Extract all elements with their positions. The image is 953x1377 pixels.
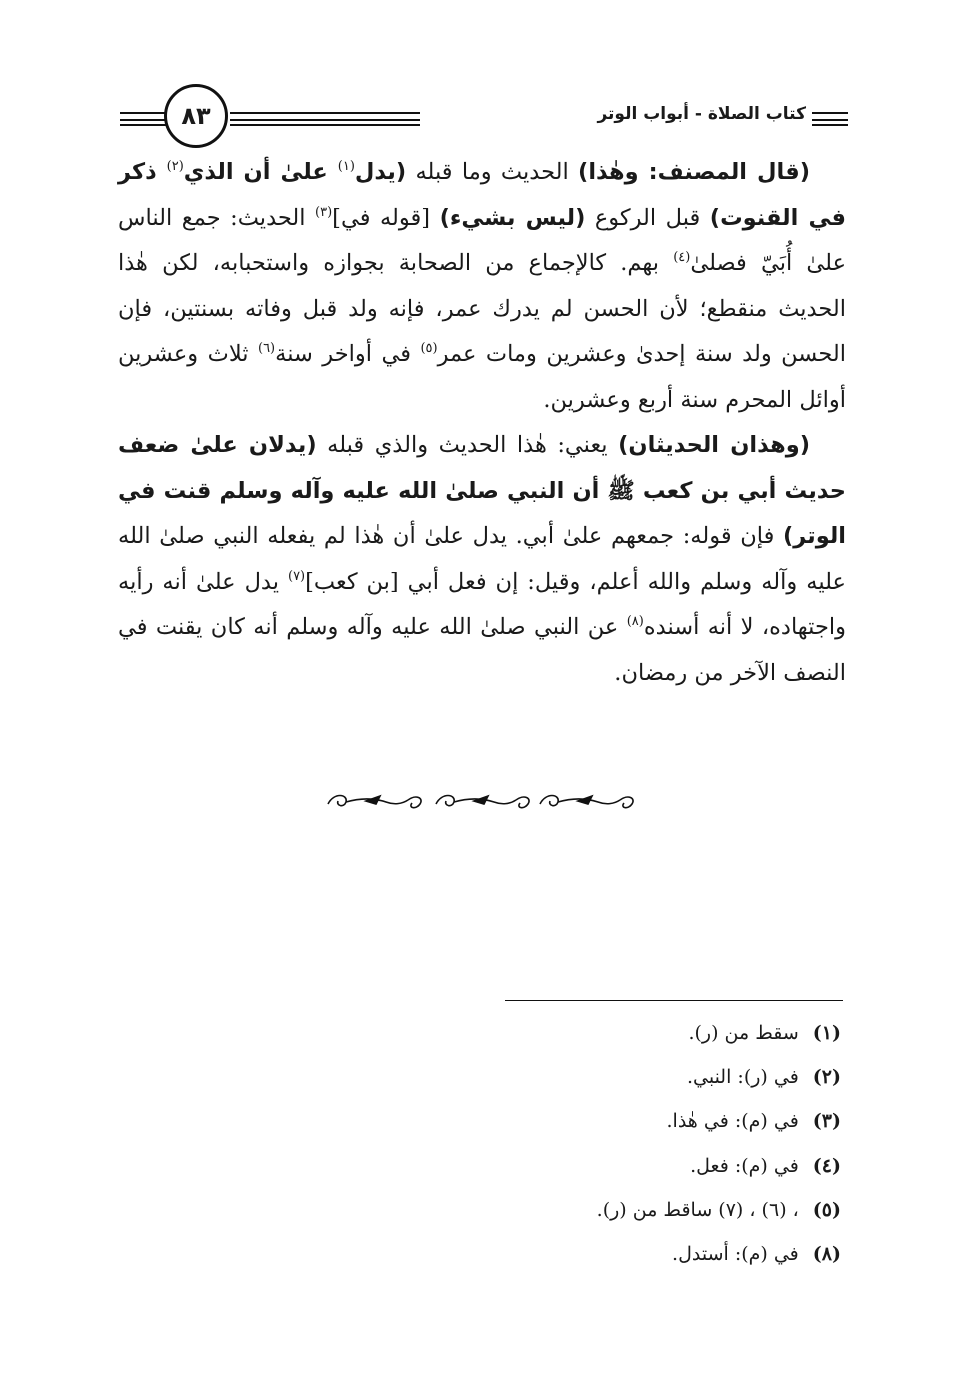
page-number: ٨٣ [164, 84, 228, 148]
quoted-text: (يدلان علىٰ ضعف حديث أبي بن كعب ﷺ أن النبي صلىٰ الله عليه وآله وسلم قنت في الوتر) [118, 432, 846, 549]
footnote-text: في (ر): النبي. [686, 1066, 799, 1089]
header-rule [812, 119, 848, 121]
running-title: كتاب الصلاة - أبواب الوتر [597, 104, 806, 124]
ornament-divider [320, 786, 638, 820]
header-rule [120, 124, 168, 126]
quoted-text: (قال المصنف: وهٰذا) [578, 159, 810, 185]
quoted-text: ذكر في القنوت) [118, 159, 847, 231]
footnote-number: (٨) [812, 1243, 841, 1266]
footnotes [341, 1011, 841, 1276]
header-rule [812, 112, 848, 114]
footnote-text: ، (٦) ، (٧) ساقط من (ر). [596, 1198, 799, 1221]
footnote-ref: (٧) [287, 568, 306, 584]
quoted-text: (وهذان الحديثان) [618, 432, 810, 458]
footnote-number: (٢) [812, 1066, 841, 1089]
footnote-text: في (م): أستدل. [672, 1243, 799, 1266]
commentary-text: في أواخر سنة [275, 341, 421, 367]
footnote-ref: (٤) [673, 250, 691, 265]
footnote [341, 1011, 841, 1055]
footnote-ref: (٨) [626, 614, 644, 629]
header-rule [812, 124, 848, 126]
footnote [341, 1099, 841, 1143]
footnote-ref: (١) [337, 159, 355, 174]
footnote-number: (١) [812, 1022, 841, 1044]
header-rule [230, 119, 420, 121]
footnote [341, 1144, 841, 1188]
main-text [118, 150, 846, 696]
paragraph [118, 423, 846, 696]
quoted-text: علىٰ أن الذي [183, 159, 338, 185]
footnote-ref: (٥) [420, 341, 438, 356]
footnote-number: (٥) [812, 1198, 841, 1221]
commentary-text: فإن قوله: جمعهم علىٰ أبي. يدل علىٰ أن هٰذا لم يفعله النبي صلىٰ الله عليه وآله وسلم والله أعلم، وقيل: إن فعل أبي [بن كعب] [118, 523, 846, 595]
footnote-ref: (٣) [315, 204, 333, 220]
footnote [341, 1055, 841, 1099]
commentary-text: يعني: هٰذا الحديث والذي قبله [316, 432, 619, 458]
commentary-text: عن النبي صلىٰ الله عليه وآله وسلم أنه كان يقنت في النصف الآخر من رمضان. [118, 614, 846, 686]
header-rule [120, 112, 168, 114]
header-rule [230, 112, 420, 114]
page-header [120, 84, 848, 150]
footnote [341, 1232, 841, 1276]
quoted-text: (ليس بشيء) [439, 204, 586, 231]
header-rule [120, 119, 168, 121]
commentary-text: [قوله في] [332, 204, 440, 231]
footnote-ref: (٢) [166, 159, 184, 174]
commentary-text: الحديث: جمع الناس علىٰ أُبَيّ فصلىٰ [118, 204, 846, 276]
commentary-text: يدل علىٰ أنه رأيه واجتهاده، لا أنه أسنده [118, 568, 846, 640]
footnote-separator [505, 1000, 843, 1001]
commentary-text: الحديث وما قبله [406, 159, 579, 185]
commentary-text: ثلاث وعشرين أوائل المحرم سنة أربع وعشرين. [118, 341, 846, 413]
footnote-text: في (م): في هٰذا. [666, 1110, 799, 1133]
footnote-ref: (٦) [257, 341, 276, 356]
footnote-text: في (م): فعل. [690, 1154, 799, 1177]
quoted-text: (يدل [354, 159, 407, 185]
footnote [341, 1188, 841, 1232]
footnote-number: (٤) [812, 1154, 841, 1177]
commentary-text: قبل الركوع [585, 204, 710, 231]
footnote-number: (٣) [812, 1110, 841, 1133]
footnote-text: سقط من (ر). [688, 1022, 799, 1044]
header-rule [230, 124, 420, 126]
paragraph [118, 150, 846, 423]
commentary-text: بهم. كالإجماع من الصحابة بجوازه واستحبابه، لكن هٰذا الحديث منقطع؛ لأن الحسن لم يدرك عمر، فإنه ولد قبل وفاته بسنتين، فإن الحسن ولد سنة إحدىٰ وعشرين ومات عمر [118, 250, 847, 367]
